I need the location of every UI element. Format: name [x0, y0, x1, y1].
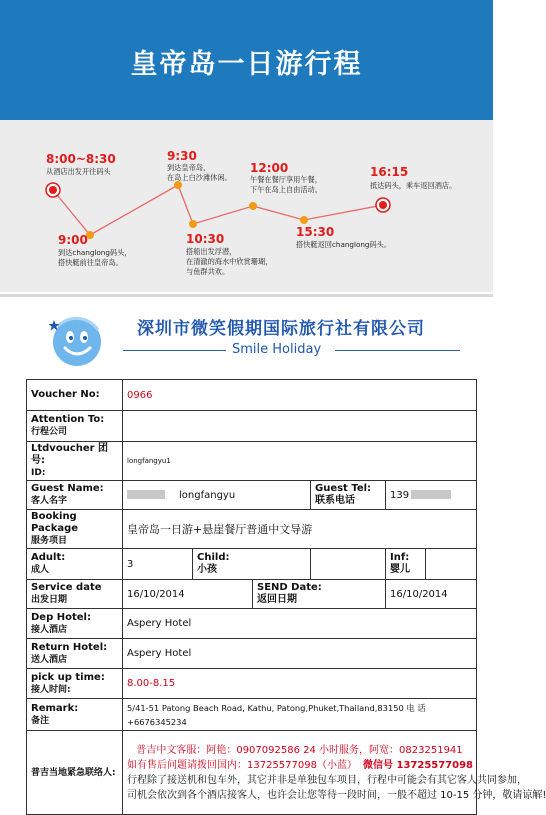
- guest-name-value: longfangyu: [179, 489, 236, 501]
- attention-label-cn: 行程公司: [31, 427, 68, 437]
- row-guest: [27, 481, 477, 510]
- service-date-value: 16/10/2014: [123, 580, 253, 609]
- row-dep-hotel: [27, 609, 477, 639]
- attention-value: [123, 411, 477, 442]
- send-date-label-cn: 返回日期: [257, 594, 297, 605]
- dep-hotel-label-cn: 接人酒店: [31, 624, 68, 635]
- adult-value: 3: [123, 549, 193, 580]
- guest-tel-label: Guest Tel:: [315, 483, 372, 494]
- guest-tel-label-cn: 联系电话: [315, 495, 355, 506]
- timeline-dot: [300, 216, 308, 224]
- child-label: Child:: [197, 552, 230, 563]
- timeline-dot: [249, 202, 257, 210]
- child-label-cn: 小孩: [197, 564, 217, 575]
- infant-label-cn: 婴儿: [390, 564, 410, 575]
- guest-tel-value: 139: [390, 489, 410, 501]
- dep-hotel-label: Dep Hotel:: [31, 611, 91, 623]
- ltdvoucher-label: Ltdvoucher 团号:: [31, 443, 109, 466]
- pickup-label: pick up time:: [31, 671, 105, 683]
- timeline-time: 8:00~8:30: [46, 152, 116, 166]
- row-booking: [27, 510, 477, 549]
- row-dates: [27, 580, 477, 609]
- timeline-time: 10:30: [186, 232, 225, 246]
- booking-value: 皇帝岛一日游+悬崖餐厅普通中文导游: [123, 510, 477, 549]
- ltdvoucher-value: longfangyu1: [123, 442, 477, 481]
- send-date-value: 16/10/2014: [386, 580, 477, 609]
- booking-label-cn: 服务项目: [31, 536, 68, 546]
- timeline-dot-end: [376, 198, 390, 212]
- infant-label: Inf:: [390, 552, 410, 563]
- itinerary-timeline: [0, 120, 493, 292]
- timeline-dot-start: [46, 183, 60, 197]
- timeline-desc: 在岛上白沙滩休闲。: [167, 173, 232, 182]
- smile-logo-icon: [46, 312, 104, 370]
- emergency-note-1: 行程除了接送机和包车外，其它并非是单独包车项目，行程中可能会有其它客人共同参加，: [127, 774, 527, 786]
- section-divider: [0, 294, 493, 297]
- emergency-wechat: 微信号 13725577098: [363, 759, 474, 771]
- timeline-desc: 与鱼群共欢。: [186, 267, 230, 276]
- brand-rule-right: [335, 350, 460, 351]
- attention-label: Attention To:: [31, 414, 105, 425]
- row-pickup: [27, 669, 477, 699]
- timeline-time: 12:00: [250, 161, 289, 175]
- row-emergency: [27, 731, 477, 815]
- banner-title: 皇帝岛一日游行程: [130, 49, 363, 80]
- service-date-label-cn: 出发日期: [31, 595, 68, 605]
- timeline-desc: 午餐在餐厅享用午餐，: [250, 175, 322, 184]
- row-return-hotel: [27, 639, 477, 669]
- redacted-block: [127, 490, 165, 499]
- booking-label: Booking Package: [31, 511, 79, 534]
- brand-rule-left: [123, 350, 226, 351]
- send-date-label: SEND Date:: [257, 582, 322, 593]
- timeline-desc: 搭快艇前往皇帝岛。: [58, 258, 123, 267]
- row-remark: [27, 699, 477, 731]
- timeline-desc: 到达皇帝岛，: [167, 163, 211, 172]
- adult-label: Adult:: [31, 552, 66, 563]
- timeline-desc: 到达changlong码头，: [58, 248, 132, 257]
- return-hotel-label: Return Hotel:: [31, 641, 108, 653]
- pickup-label-cn: 接人时间:: [31, 684, 71, 695]
- redacted-block: [411, 490, 451, 499]
- emergency-after-sale: 如有售后问题请拨回国内：13725577098（小蓝）: [127, 759, 357, 771]
- timeline-desc: 下午在岛上自由活动。: [250, 185, 322, 194]
- ltdvoucher-label-cn: ID:: [31, 468, 46, 478]
- timeline-time: 9:00: [58, 233, 88, 247]
- return-hotel-label-cn: 送人酒店: [31, 654, 68, 665]
- pickup-value: 8.00-8.15: [123, 669, 477, 699]
- remark-label: Remark:: [31, 702, 79, 714]
- timeline-desc: 在清澈的海水中欣赏珊瑚，: [186, 257, 273, 266]
- child-value: [311, 549, 386, 580]
- tour-voucher-form: [26, 379, 546, 815]
- voucher-number: 0966: [123, 380, 477, 411]
- service-date-label: Service date: [31, 582, 102, 593]
- row-ltdvoucher: [27, 442, 477, 481]
- row-pax: [27, 549, 477, 580]
- row-voucher: [27, 380, 477, 411]
- infant-value: [426, 549, 477, 580]
- adult-label-cn: 成人: [31, 565, 50, 575]
- guest-name-label: Guest Name:: [31, 483, 104, 494]
- dep-hotel-value: Aspery Hotel: [123, 609, 477, 639]
- emergency-label: 普吉当地紧急联络人:: [27, 731, 123, 815]
- timeline-desc: 抵达码头，乘车返回酒店。: [370, 181, 457, 190]
- return-hotel-value: Aspery Hotel: [123, 639, 477, 669]
- remark-label-cn: 备注: [31, 715, 50, 726]
- timeline-time: 15:30: [296, 225, 335, 239]
- remark-address: 5/41-51 Patong Beach Road, Kathu, Patong,Phuket,Thailand,83150 电 话: [127, 702, 426, 713]
- emergency-cs: 普吉中文客服：阿艳：0907092586 24 小时服务，阿宽：0823251941: [136, 744, 463, 756]
- emergency-note-2: 司机会依次到各个酒店接客人，也许会让您等待一段时间，一般不超过 10-15 分钟，敬请谅解!: [127, 789, 546, 801]
- timeline-time: 16:15: [370, 165, 409, 179]
- company-name: 深圳市微笑假期国际旅行社有限公司: [137, 319, 425, 339]
- timeline-desc: 搭快艇返回changlong码头。: [296, 240, 392, 249]
- timeline-time: 9:30: [167, 149, 197, 163]
- voucher-label: Voucher No:: [27, 380, 123, 411]
- guest-name-label-cn: 客人名字: [31, 496, 68, 506]
- timeline-dot: [189, 220, 197, 228]
- remark-phone: +6676345234: [127, 716, 187, 727]
- row-attention: [27, 411, 477, 442]
- header-banner: [0, 0, 493, 120]
- timeline-desc: 从酒店出发开往码头: [46, 167, 111, 176]
- timeline-desc: 搭船出发浮潜，: [186, 247, 237, 256]
- brand-name: Smile Holiday: [232, 342, 322, 357]
